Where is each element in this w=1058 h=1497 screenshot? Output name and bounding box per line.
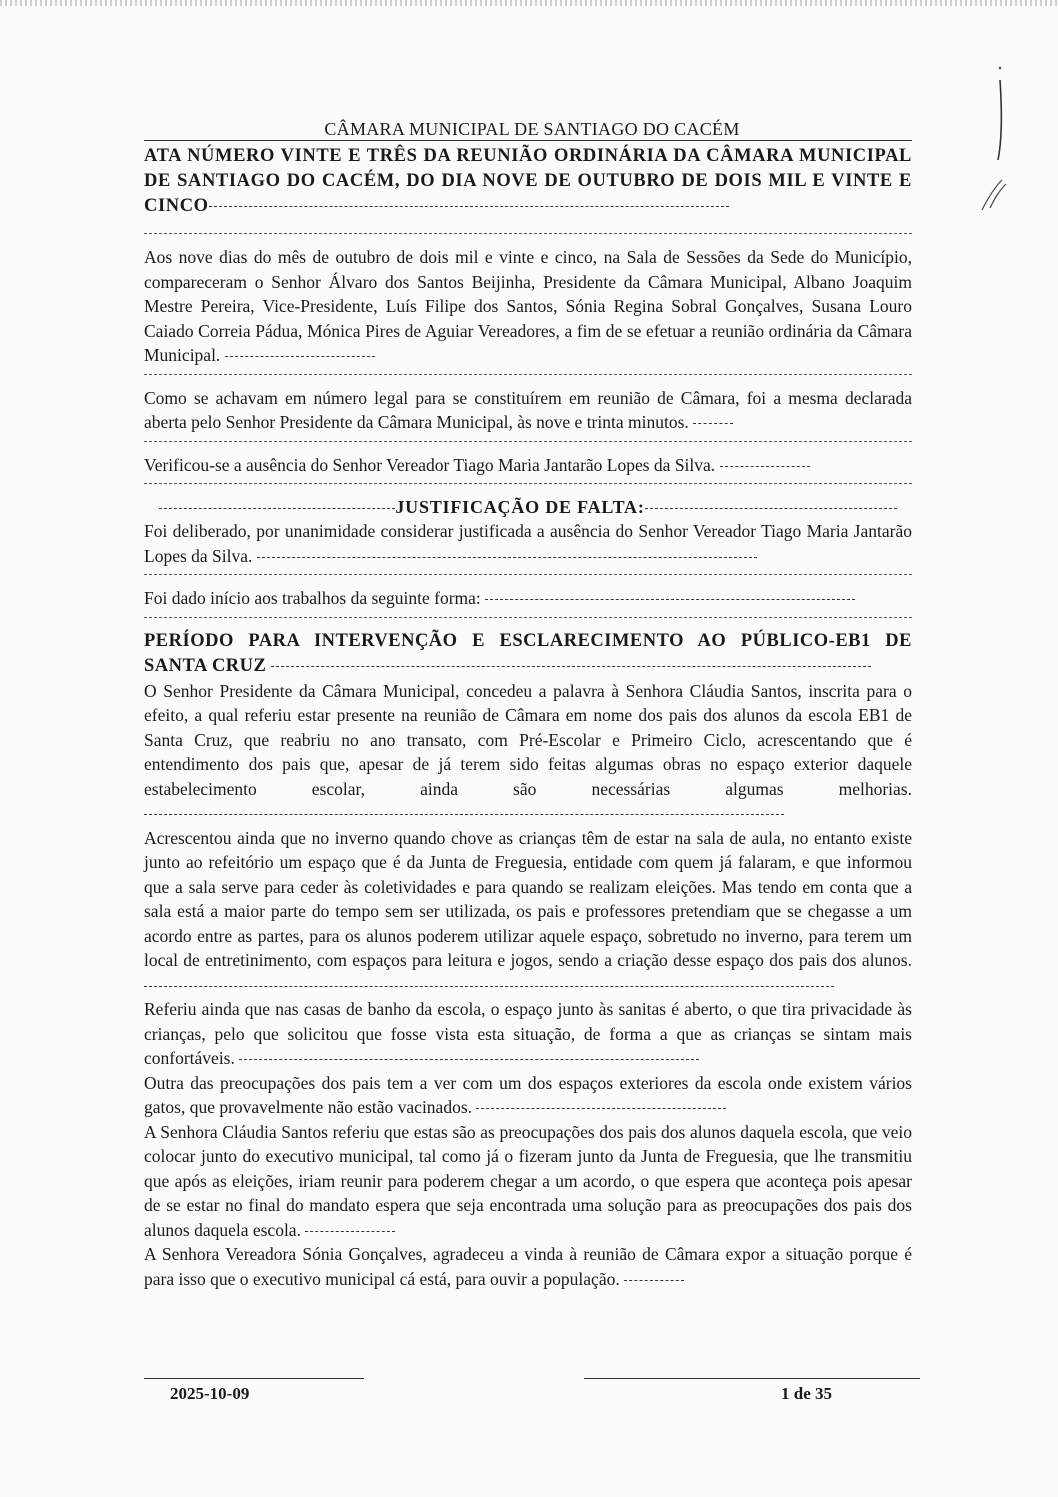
- paragraph-claudia-intro-text: O Senhor Presidente da Câmara Municipal, concedeu a palavra à Senhora Cláudia Santos, inscrita para o efeito, a qual referiu estar presente na reunião de Câmara em nome dos pais dos alunos da escola EB1 de Santa Cruz, que reabriu no ano transato, com Pré-Escolar e Primeiro Ciclo, acrescentando que é entendimento dos pais que, apesar de já terem sido feitas algumas obras no espaço exterior daquele estabelecimento escolar, ainda são necessárias algumas melhorias.: [144, 680, 912, 799]
- footer-page-number: 1 de 35: [781, 1384, 832, 1403]
- paragraph-councillor-reply: [144, 1242, 912, 1291]
- dash-fill: [159, 508, 395, 509]
- paragraph-justification: [144, 519, 912, 568]
- paragraph-absence-text: Verificou-se a ausência do Senhor Vereador Tiago Maria Jantarão Lopes da Silva.: [144, 454, 716, 475]
- paragraph-councillor-reply-text: A Senhora Vereadora Sónia Gonçalves, agradeceu a vinda à reunião de Câmara expor a situação porque é para isso que o executivo municipal cá está, para ouvir a população.: [144, 1244, 912, 1289]
- dash-fill: [476, 1108, 726, 1109]
- dashed-separator: [144, 233, 912, 235]
- page-footer: [144, 1378, 920, 1418]
- header-rule: [144, 140, 912, 141]
- dash-fill: [624, 1280, 684, 1281]
- dash-fill: [720, 466, 810, 467]
- dash-fill: [144, 814, 784, 815]
- section-title: [144, 629, 912, 679]
- dash-fill: [693, 423, 733, 424]
- paragraph-bathrooms-text: Referiu ainda que nas casas de banho da escola, o espaço junto às sanitas é aberto, o que tira privacidade às crianças, pelo que solicitou que fosse vista esta situação, de forma a que as crianças se sintam mais confortáveis.: [144, 999, 912, 1068]
- footer-rule-left: [144, 1378, 364, 1379]
- paragraph-start: [144, 586, 912, 611]
- dashed-separator: [144, 441, 912, 443]
- footer-rule-right: [584, 1378, 920, 1379]
- paragraph-attendance: [144, 245, 912, 368]
- paragraph-concerns-text: A Senhora Cláudia Santos referiu que estas são as preocupações dos pais dos alunos daquela escola, que veio colocar junto do executivo municipal, tal como já o fizeram junto da Junta de Freguesia, que lhe transmitiu que após as eleições, iriam reunir para poderem chegar a um acordo, o que espera que aconteça pois apesar de se estar no final do mandato espera que seja encontrada uma solução para as preocupações dos pais dos alunos daquela escola.: [144, 1121, 912, 1240]
- dash-fill: [144, 986, 834, 987]
- dashed-separator: [144, 483, 912, 485]
- dashed-separator: [144, 617, 912, 619]
- dash-fill: [305, 1231, 395, 1232]
- paragraph-start-text: Foi dado início aos trabalhos da seguinte forma:: [144, 588, 481, 608]
- dash-fill: [239, 1059, 699, 1060]
- paragraph-opening: [144, 386, 912, 435]
- section-title-text: PERÍODO PARA INTERVENÇÃO E ESCLARECIMENTO AO PÚBLICO-EB1 DE SANTA CRUZ: [144, 630, 912, 676]
- paragraph-winter-space: [144, 826, 912, 998]
- paragraph-attendance-text: Aos nove dias do mês de outubro de dois mil e vinte e cinco, na Sala de Sessões da Sede do Município, compareceram o Senhor Álvaro dos Santos Beijinha, Presidente da Câmara Municipal, Albano Joaquim Mestre Pereira, Vice-Presidente, Luís Filipe dos Santos, Sónia Regina Sobral Gonçalves, Susana Louro Caiado Correia Pádua, Mónica Pires de Aguiar Vereadores, a fim de se efetuar a reunião ordinária da Câmara Municipal.: [144, 247, 912, 365]
- paragraph-cats: [144, 1071, 912, 1120]
- document-header: CÂMARA MUNICIPAL DE SANTIAGO DO CACÉM: [324, 119, 740, 139]
- paragraph-cats-text: Outra das preocupações dos pais tem a ver com um dos espaços exteriores da escola onde existem vários gatos, que provavelmente não estão vacinados.: [144, 1072, 912, 1117]
- signature-initials: [972, 60, 1032, 220]
- scan-artifact: [0, 0, 1058, 6]
- footer-date: 2025-10-09: [170, 1384, 250, 1403]
- justificacao-heading-text: JUSTIFICAÇÃO DE FALTA:: [395, 497, 645, 517]
- document-body: [144, 118, 912, 1291]
- dash-fill: [485, 599, 855, 600]
- minutes-title: [144, 144, 912, 219]
- paragraph-absence: [144, 453, 912, 478]
- dash-fill: [645, 508, 897, 509]
- minutes-title-text: ATA NÚMERO VINTE E TRÊS DA REUNIÃO ORDINÁRIA DA CÂMARA MUNICIPAL DE SANTIAGO DO CACÉM, DO DIA NOVE DE OUTUBRO DE DOIS MIL E VINTE E CINCO: [144, 146, 912, 216]
- paragraph-concerns: [144, 1120, 912, 1243]
- paragraph-opening-text: Como se achavam em número legal para se constituírem em reunião de Câmara, foi a mesma declarada aberta pelo Senhor Presidente da Câmara Municipal, às nove e trinta minutos.: [144, 387, 912, 432]
- dashed-separator: [144, 374, 912, 376]
- dash-fill: [225, 356, 375, 357]
- dash-fill: [271, 666, 871, 667]
- paragraph-justification-text: Foi deliberado, por unanimidade considerar justificada a ausência do Senhor Vereador Tiago Maria Jantarão Lopes da Silva.: [144, 521, 912, 566]
- justificacao-heading: [144, 495, 912, 519]
- dash-fill: [257, 557, 757, 558]
- dash-fill: [209, 206, 729, 207]
- dashed-separator: [144, 574, 912, 576]
- paragraph-winter-space-text: Acrescentou ainda que no inverno quando chove as crianças têm de estar na sala de aula, no entanto existe junto ao refeitório um espaço que é da Junta de Freguesia, entidade com quem já falaram, e que informou que a sala serve para ceder às coletividades e para quando se realizam eleições. Mas tendo em conta que a sala está a maior parte do tempo sem ser utilizada, os pais e professores pretendiam que se chegasse a um acordo entre as partes, para os alunos poderem utilizar aquele espaço, sobretudo no inverno, para terem um local de entretinimento, com espaços para leitura e jogos, sendo a criação desse espaço dos pais dos alunos.: [144, 827, 912, 970]
- paragraph-bathrooms: [144, 997, 912, 1071]
- paragraph-claudia-intro: [144, 679, 912, 826]
